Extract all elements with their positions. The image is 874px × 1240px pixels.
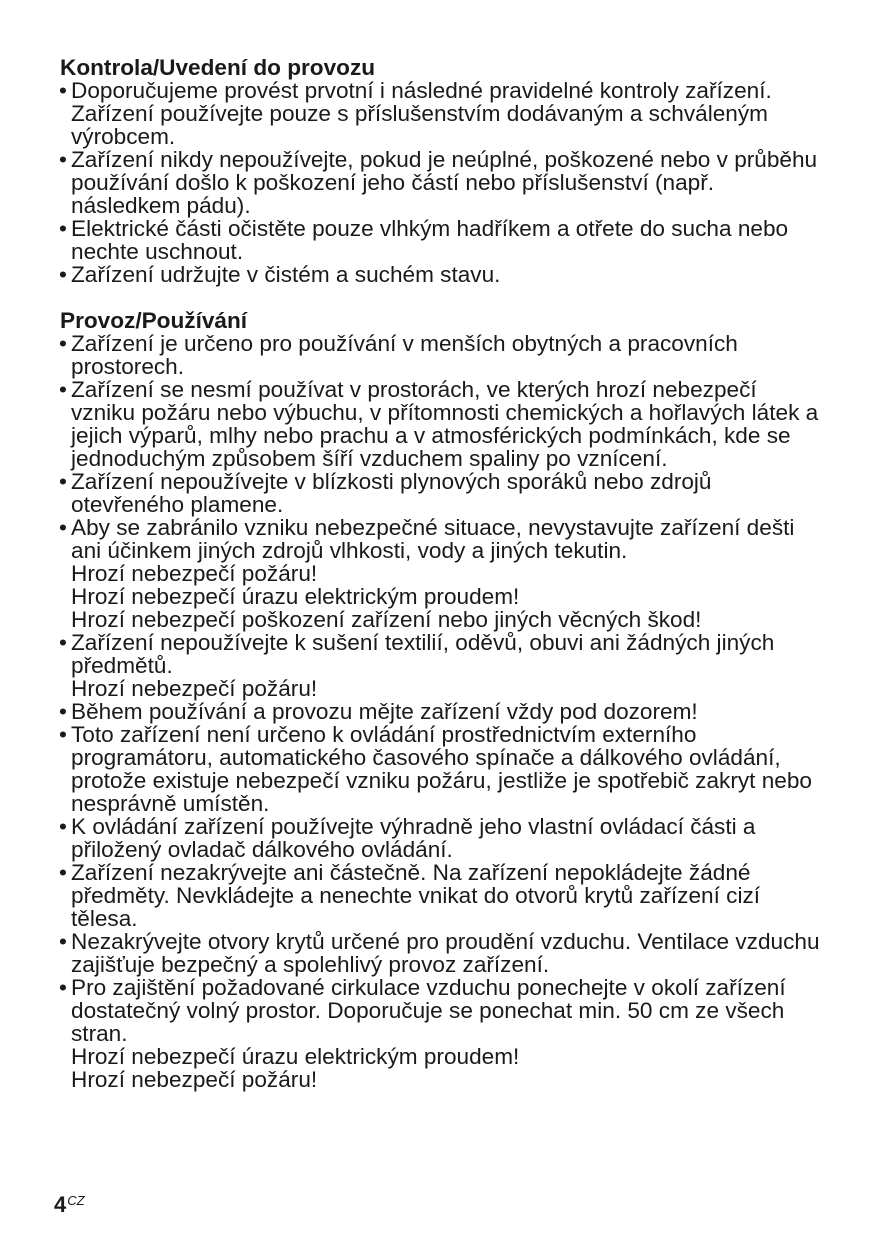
bullet-list bbox=[60, 79, 820, 286]
bullet-icon: • bbox=[59, 147, 67, 172]
list-item bbox=[60, 815, 820, 861]
section-kontrola bbox=[60, 56, 820, 286]
item-text: Během používání a provozu mějte zařízení vždy pod dozorem! bbox=[71, 699, 698, 724]
section-title: Provoz/Používání bbox=[60, 308, 248, 333]
list-item bbox=[60, 700, 820, 723]
bullet-icon: • bbox=[59, 331, 67, 356]
list-item bbox=[60, 332, 820, 378]
item-text: Zařízení udržujte v čistém a suchém stavu. bbox=[71, 262, 501, 287]
list-item bbox=[60, 79, 820, 148]
list-item bbox=[60, 976, 820, 1091]
item-text: Nezakrývejte otvory krytů určené pro proudění vzduchu. Ventilace vzduchu zajišťuje bezpečný a spolehlivý provoz zařízení. bbox=[71, 929, 820, 977]
item-text: Elektrické části očistěte pouze vlhkým hadříkem a otřete do sucha nebo nechte uschnout. bbox=[71, 216, 789, 264]
bullet-icon: • bbox=[59, 699, 67, 724]
warning-note: Hrozí nebezpečí požáru! bbox=[71, 1067, 318, 1092]
manual-page bbox=[60, 56, 820, 1091]
bullet-icon: • bbox=[59, 377, 67, 402]
warning-note: Hrozí nebezpečí požáru! bbox=[71, 561, 318, 586]
list-item bbox=[60, 148, 820, 217]
bullet-icon: • bbox=[59, 860, 67, 885]
list-item bbox=[60, 930, 820, 976]
item-text: Pro zajištění požadované cirkulace vzduchu ponechejte v okolí zařízení dostatečný volný prostor. Doporučuje se ponechat min. 50 cm ze všech stran. bbox=[71, 975, 786, 1046]
item-text: Zařízení se nesmí používat v prostorách, ve kterých hrozí nebezpečí vzniku požáru nebo výbuchu, v přítomnosti chemických a hořlavých látek a jejich výparů, mlhy nebo prachu a v atmosférických podmínkách, kde se jednoduchým způsobem šíří vzduchem spaliny po vznícení. bbox=[71, 377, 819, 471]
section-title: Kontrola/Uvedení do provozu bbox=[60, 55, 376, 80]
page-footer bbox=[54, 1192, 85, 1218]
list-item bbox=[60, 470, 820, 516]
bullet-icon: • bbox=[59, 515, 67, 540]
warning-note: Hrozí nebezpečí úrazu elektrickým proudem! bbox=[71, 1044, 520, 1069]
warning-note: Hrozí nebezpečí požáru! bbox=[71, 676, 318, 701]
item-text: K ovládání zařízení používejte výhradně jeho vlastní ovládací části a přiložený ovladač dálkového ovládání. bbox=[71, 814, 756, 862]
bullet-icon: • bbox=[59, 630, 67, 655]
bullet-icon: • bbox=[59, 814, 67, 839]
bullet-icon: • bbox=[59, 929, 67, 954]
list-item bbox=[60, 217, 820, 263]
bullet-icon: • bbox=[59, 78, 67, 103]
item-text: Doporučujeme provést prvotní i následné pravidelné kontroly zařízení. Zařízení používejte pouze s příslušenstvím dodávaným a schváleným výrobcem. bbox=[71, 78, 772, 149]
item-text: Aby se zabránilo vzniku nebezpečné situace, nevystavujte zařízení dešti ani účinkem jiných zdrojů vlhkosti, vody a jiných tekutin. bbox=[71, 515, 795, 563]
list-item bbox=[60, 263, 820, 286]
list-item bbox=[60, 378, 820, 470]
item-text: Zařízení nikdy nepoužívejte, pokud je neúplné, poškozené nebo v průběhu používání došlo k poškození jeho částí nebo příslušenství (např. následkem pádu). bbox=[71, 147, 818, 218]
warning-note: Hrozí nebezpečí poškození zařízení nebo jiných věcných škod! bbox=[71, 607, 702, 632]
bullet-icon: • bbox=[59, 262, 67, 287]
list-item bbox=[60, 723, 820, 815]
page-number: 4 bbox=[54, 1192, 67, 1217]
bullet-icon: • bbox=[59, 975, 67, 1000]
list-item bbox=[60, 516, 820, 631]
item-text: Zařízení je určeno pro používání v menších obytných a pracovních prostorech. bbox=[71, 331, 738, 379]
item-text: Toto zařízení není určeno k ovládání prostřednictvím externího programátoru, automatického časového spínače a dálkového ovládání, protože existuje nebezpečí vzniku požáru, jestliže je spotřebič zakryt nebo nesprávně umístěn. bbox=[71, 722, 812, 816]
bullet-icon: • bbox=[59, 722, 67, 747]
bullet-icon: • bbox=[59, 216, 67, 241]
list-item bbox=[60, 631, 820, 700]
item-text: Zařízení nepoužívejte v blízkosti plynových sporáků nebo zdrojů otevřeného plamene. bbox=[71, 469, 712, 517]
warning-note: Hrozí nebezpečí úrazu elektrickým proudem! bbox=[71, 584, 520, 609]
list-item bbox=[60, 861, 820, 930]
bullet-list bbox=[60, 332, 820, 1091]
section-provoz bbox=[60, 309, 820, 1091]
item-text: Zařízení nepoužívejte k sušení textilií, oděvů, obuvi ani žádných jiných předmětů. bbox=[71, 630, 775, 678]
bullet-icon: • bbox=[59, 469, 67, 494]
item-text: Zařízení nezakrývejte ani částečně. Na zařízení nepokládejte žádné předměty. Nevkládejte a nenechte vnikat do otvorů krytů zařízení cizí tělesa. bbox=[71, 860, 761, 931]
country-code: CZ bbox=[67, 1193, 85, 1208]
